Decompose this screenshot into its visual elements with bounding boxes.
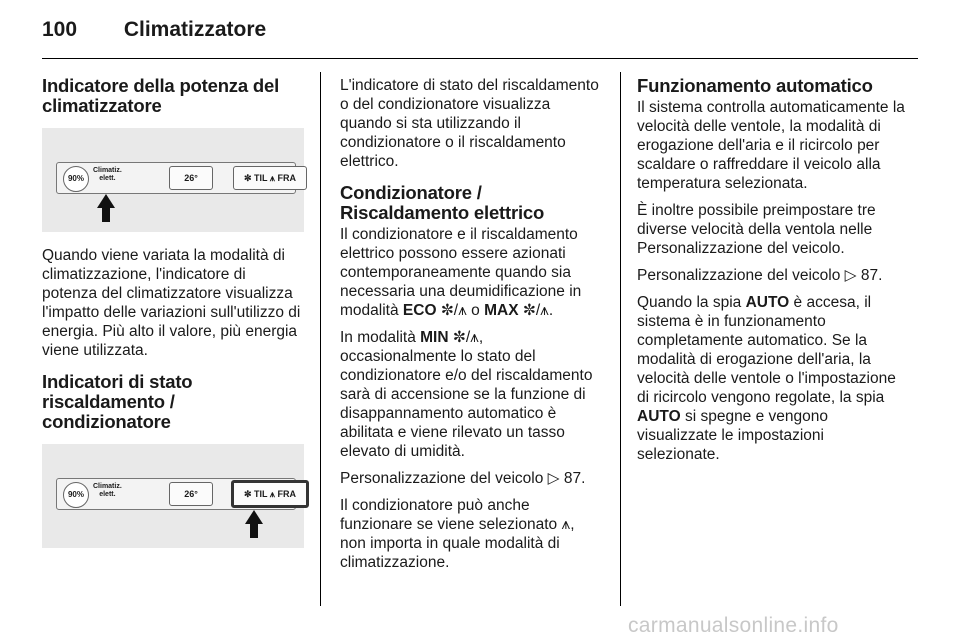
arrow-shaft <box>102 208 110 222</box>
temperature-display: 26° <box>169 482 213 506</box>
figure-power-indicator <box>42 128 304 232</box>
heat-icon: ⩚ <box>269 173 275 183</box>
column-2 <box>340 76 602 580</box>
arrow-up-icon <box>97 194 115 208</box>
paragraph-min-mode: In modalità MIN ✼/⩚, occasionalmente lo stato del condizionatore e/o del riscaldamento sarà di accensione se la funzione di disappannamento automatico è abilitata e viene rilevato un tasso elevato di umidità. <box>340 329 593 460</box>
paragraph-personalization-ref: Personalizzazione del veicolo ▷ 87. <box>637 267 883 284</box>
climate-label: Climatiz. elett. <box>93 483 122 498</box>
column-divider-1 <box>320 72 321 606</box>
header-rule <box>42 58 918 59</box>
paragraph-defrost: Il condizionatore può anche funzionare se viene selezionato ⩚, non importa in quale modalità di climatizzazione. <box>340 497 575 571</box>
snowflake-icon: ✼ <box>243 489 252 499</box>
climate-display-bar <box>56 478 296 510</box>
column-3 <box>637 76 905 472</box>
heading-ac-heating: Condizionatore / Riscaldamento elettrico <box>340 182 545 223</box>
climate-display-bar <box>56 162 296 194</box>
paragraph-power: Quando viene variata la modalità di climatizzazione, l'indicatore di potenza del climatizzatore visualizza l'impatto delle variazioni sull'utilizzo di energia. Più alto il valore, più energia viene utilizzata. <box>42 247 301 359</box>
snowflake-heat-icon: ✼/⩚ <box>522 302 549 319</box>
paragraph-ac-heating: Il condizionatore e il riscaldamento elettrico possono essere azionati contemporaneamente quando sia necessaria una deumidificazione in modalità ECO ✼/⩚ o MAX ✼/⩚. <box>340 226 582 319</box>
snowflake-icon: ✼ <box>243 173 252 183</box>
page-header <box>42 18 266 42</box>
heading-power-indicator: Indicatore della potenza del climatizzatore <box>42 75 280 116</box>
snowflake-heat-icon: ✼/⩚ <box>440 302 467 319</box>
arrow-up-icon <box>245 510 263 524</box>
heat-icon: ⩚ <box>269 489 275 499</box>
paragraph-auto-indicator: Quando la spia AUTO è accesa, il sistema è in funzionamento completamente automatico. Se la modalità di erogazione dell'aria, la velocità delle ventole o l'impostazione di ricircolo vengono regolate, la spia AUTO si spegne e vengono visualizzate le impostazioni selezionate. <box>637 294 896 463</box>
figure-status-indicator <box>42 444 304 548</box>
triangle-right-icon: ▷ <box>844 267 857 284</box>
snowflake-heat-icon: ✼/⩚ <box>452 329 479 346</box>
triangle-right-icon: ▷ <box>547 470 560 487</box>
paragraph-fan-presets: È inoltre possibile preimpostare tre diverse velocità della ventola nelle Personalizzazione del veicolo. <box>637 202 876 257</box>
status-indicators-highlighted: ✼ TIL ⩚ FRA <box>231 480 309 508</box>
arrow-shaft <box>250 524 258 538</box>
paragraph-personalization-ref: Personalizzazione del veicolo ▷ 87. <box>340 470 586 487</box>
status-indicators: ✼ TIL ⩚ FRA <box>233 166 307 190</box>
power-gauge: 90% <box>63 166 89 192</box>
page-number: 100 <box>42 18 78 41</box>
defrost-icon: ⩚ <box>561 516 571 533</box>
column-1 <box>42 76 304 562</box>
paragraph-status-intro: L'indicatore di stato del riscaldamento o del condizionatore visualizza quando si sta utilizzando il condizionatore o il riscaldamento elettrico. <box>340 77 599 170</box>
heading-status-indicators: Indicatori di stato riscaldamento / condizionatore <box>42 371 193 432</box>
column-divider-2 <box>620 72 621 606</box>
power-gauge: 90% <box>63 482 89 508</box>
chapter-title: Climatizzatore <box>123 18 267 41</box>
paragraph-auto-intro: Il sistema controlla automaticamente la velocità delle ventole, la modalità di erogazione dell'aria e il ricircolo per scaldare o raffreddare il veicolo alla temperatura selezionata. <box>637 99 905 192</box>
climate-label: Climatiz. elett. <box>93 167 122 182</box>
temperature-display: 26° <box>169 166 213 190</box>
watermark: carmanualsonline.info <box>628 614 839 637</box>
heading-auto-mode: Funzionamento automatico <box>637 75 873 96</box>
